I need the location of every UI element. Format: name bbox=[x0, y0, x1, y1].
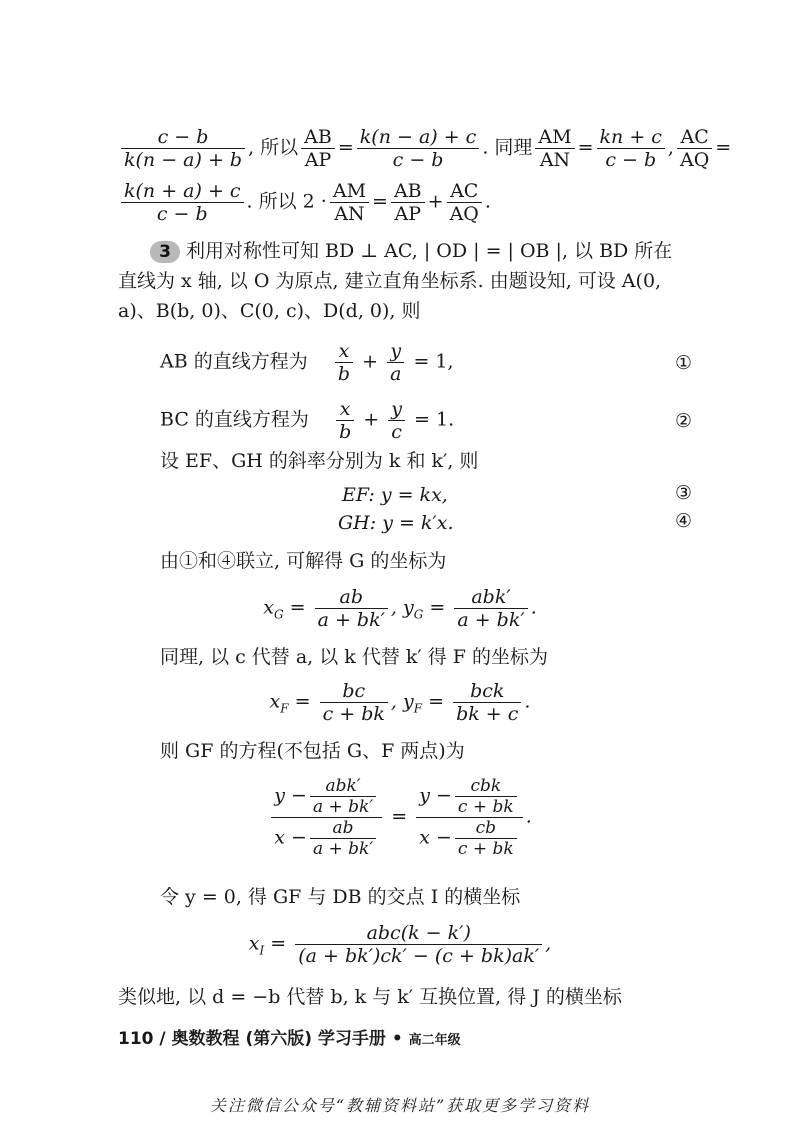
g-coordinates: $x_G$ = $\frac{ab}{a + bk'}$ , $y_G$ = $\frac{\text{abk′}}{a + bk'}$ . bbox=[263, 586, 537, 631]
fraction: $\frac{y}{a}$ bbox=[387, 340, 404, 385]
fraction: $\frac{AB}{AP}$ bbox=[391, 180, 425, 225]
fraction: $\frac{\text{abk′}}{a + bk'}$ bbox=[310, 776, 376, 817]
fraction: $\frac{y}{c}$ bbox=[388, 398, 405, 443]
equation-marker-2: ② bbox=[674, 410, 692, 432]
compound-fraction: y − $\frac{\text{abk′}}{a + bk'}$ x − $\frac{ab}{a + bk'}$ bbox=[271, 776, 382, 859]
similar-f-sentence: 同理, 以 c 代替 a, 以 k 代替 k′ 得 F 的坐标为 bbox=[160, 646, 549, 668]
equation-marker-1: ① bbox=[674, 352, 692, 374]
fraction: $\frac{AB}{AP}$ bbox=[301, 126, 335, 171]
equation-ef: EF: y = kx, bbox=[342, 484, 448, 506]
fraction: $\frac{k(n - a) + c}{c - b}$ bbox=[357, 126, 480, 171]
fraction: $\frac{cb}{c + bk}$ bbox=[455, 818, 517, 859]
fraction: $\frac{\text{bck}}{bk + c}$ bbox=[453, 680, 521, 725]
fraction: $\frac{bc}{c + bk}$ bbox=[320, 680, 388, 725]
equation-bc-line: BC 的直线方程为 $\frac{x}{b}$ + $\frac{y}{c}$ = 1. bbox=[160, 398, 455, 443]
fraction: $\frac{k(n + a) + c}{c - b}$ bbox=[121, 180, 244, 225]
gf-line-sentence: 则 GF 的方程(不包括 G、F 两点)为 bbox=[160, 740, 465, 762]
xi-formula: $x_I$ = $\frac{\text{abc(k − k′)}}{(a + bk')ck' - (c + bk)ak'}$ , bbox=[248, 922, 552, 967]
page-footer bbox=[118, 1024, 461, 1049]
watermark-text: 关注微信公众号“教辅资料站”获取更多学习资料 bbox=[209, 1096, 591, 1115]
fraction: $\frac{\text{abc(k − k′)}}{(a + bk')ck' - (c + bk)ak'}$ bbox=[295, 922, 542, 967]
fraction: $\frac{AC}{AQ}$ bbox=[447, 180, 482, 225]
fraction: $\frac{c - b}{k(n - a) + b}$ bbox=[121, 126, 245, 171]
problem-3-line-3: a)、B(b, 0)、C(0, c)、D(d, 0), 则 bbox=[118, 300, 421, 322]
compound-fraction: y − $\frac{\text{cbk}}{c + bk}$ x − $\frac{cb}{c + bk}$ bbox=[416, 776, 522, 859]
solve-g-sentence: 由①和④联立, 可解得 G 的坐标为 bbox=[160, 550, 447, 572]
fraction: $\frac{kn + c}{c - b}$ bbox=[597, 126, 665, 171]
problem-3-line-2: 直线为 x 轴, 以 O 为原点, 建立直角坐标系. 由题设知, 可设 A(0, bbox=[118, 270, 662, 292]
equation-marker-4: ④ bbox=[674, 510, 692, 532]
equation-ab-line: AB 的直线方程为 $\frac{x}{b}$ + $\frac{y}{a}$ = 1, bbox=[160, 340, 454, 385]
fraction: $\frac{\text{abk′}}{a + bk'}$ bbox=[454, 586, 527, 631]
fraction: $\frac{AM}{AN}$ bbox=[330, 180, 369, 225]
fraction: $\frac{x}{b}$ bbox=[335, 340, 353, 385]
similar-j-sentence: 类似地, 以 d = −b 代替 b, k 与 k′ 互换位置, 得 J 的横坐标 bbox=[118, 986, 622, 1008]
slopes-sentence: 设 EF、GH 的斜率分别为 k 和 k′, 则 bbox=[160, 450, 479, 472]
fraction: $\frac{ab}{a + bk'}$ bbox=[315, 586, 388, 631]
equation-gh: GH: y = k′x. bbox=[338, 512, 454, 534]
fraction: $\frac{ab}{a + bk'}$ bbox=[310, 818, 376, 859]
problem-3-line-1: 3 利用对称性可知 BD ⊥ AC, | OD | = | OB |, 以 BD 所在 bbox=[150, 238, 672, 264]
page-number: 110 bbox=[118, 1029, 154, 1049]
grade-label: 高二年级 bbox=[408, 1033, 461, 1048]
problem-number-badge: 3 bbox=[150, 241, 180, 263]
let-y-sentence: 令 y = 0, 得 GF 与 DB 的交点 I 的横坐标 bbox=[160, 886, 521, 908]
fraction: $\frac{AC}{AQ}$ bbox=[677, 126, 712, 171]
fraction: $\frac{AM}{AN}$ bbox=[535, 126, 574, 171]
equation-marker-3: ③ bbox=[674, 482, 692, 504]
top-equation-line-1: $\frac{c - b}{k(n - a) + b}$ , 所以 $\frac{AB}{AP}$ = $\frac{k(n - a) + c}{c - b}$ . 同理 $\frac{AM}{AN}$ = $\frac{kn + c}{c - b}$ , $\frac{AC}{AQ}$ = bbox=[118, 126, 731, 171]
fraction: $\frac{\text{cbk}}{c + bk}$ bbox=[455, 776, 517, 817]
top-equation-line-2: $\frac{k(n + a) + c}{c - b}$ . 所以 2 · $\frac{AM}{AN}$ = $\frac{AB}{AP}$ + $\frac{AC}{AQ}$ . bbox=[118, 180, 491, 225]
f-coordinates: $x_F$ = $\frac{bc}{c + bk}$ , $y_F$ = $\frac{\text{bck}}{bk + c}$ . bbox=[269, 680, 531, 725]
gf-equation: y − $\frac{\text{abk′}}{a + bk'}$ x − $\frac{ab}{a + bk'}$ = y − $\frac{\text{cbk}}{c + bk}$ x − $\frac{cb}{c + bk}$ . bbox=[0, 776, 800, 859]
book-title: / 奥数教程 (第六版) 学习手册 • bbox=[159, 1029, 403, 1049]
fraction: $\frac{x}{b}$ bbox=[336, 398, 354, 443]
